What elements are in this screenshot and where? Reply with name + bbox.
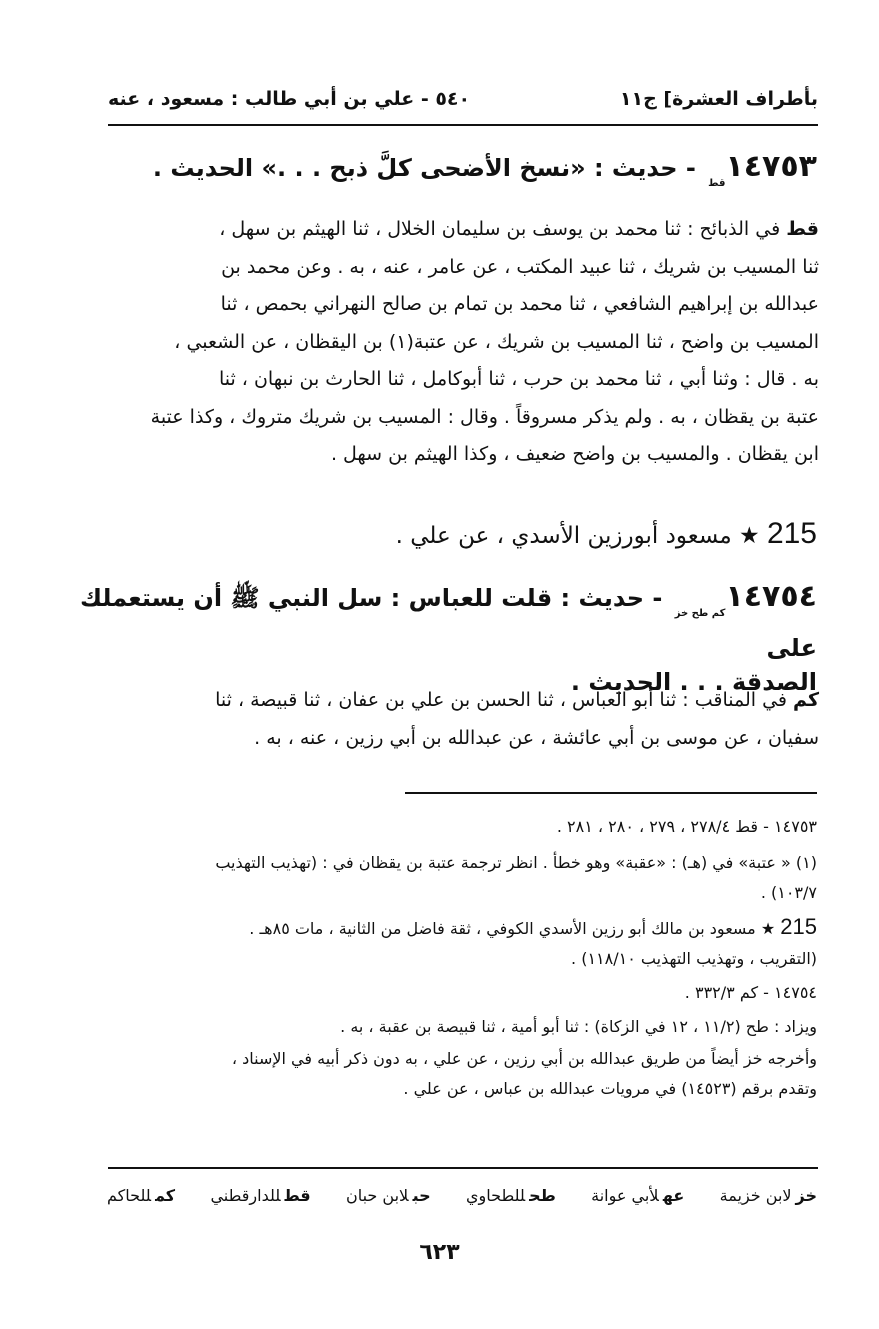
legend-item: طحللطحاوي bbox=[465, 1186, 556, 1205]
hadith-number: ١٤٧٥٤ bbox=[725, 579, 817, 614]
hadith-title: - حديث : قلت للعباس : سل النبي ﷺ أن يستعملك على bbox=[80, 584, 817, 662]
narrator-text: مسعود أبورزين الأسدي ، عن علي . bbox=[395, 523, 732, 549]
hadith-heading-14753 bbox=[57, 150, 817, 201]
body-line: قط في الذبائح : ثنا محمد بن يوسف بن سليمان الخلال ، ثنا الهيثم بن سهل ، bbox=[219, 218, 819, 240]
hadith-title-cont: الصدقة . . . الحديث . bbox=[570, 668, 817, 696]
body-line: ابن يقظان . والمسيب بن واضح ضعيف ، وكذا الهيثم بن سهل . bbox=[330, 443, 819, 465]
source-abbr: كم bbox=[793, 689, 819, 711]
running-header bbox=[108, 86, 818, 120]
legend-item: قطللدارقطني bbox=[210, 1186, 311, 1205]
narrator-number: 215 bbox=[766, 517, 817, 550]
footnote-addition-2-cont: وتقدم برقم (١٤٥٢٣) في مرويات عبدالله بن عباس ، عن علي . bbox=[403, 1079, 817, 1098]
source-abbr: قط bbox=[786, 218, 819, 240]
header-rule bbox=[108, 124, 818, 126]
body-line: سفيان ، عن موسى بن أبي عائشة ، عن عبدالله بن أبي رزين ، عنه ، به . bbox=[254, 726, 819, 749]
narrator-entry-215 bbox=[57, 516, 817, 554]
hadith-number: ١٤٧٥٣ bbox=[725, 149, 817, 184]
star-icon: ★ bbox=[739, 523, 760, 549]
star-icon: ★ bbox=[760, 919, 776, 938]
footnote-addition: ويزاد : طح (١١/٢ ، ١٢ في الزكاة) : ثنا أبو أمية ، ثنا قبيصة بن عقبة ، به . bbox=[340, 1017, 817, 1036]
footnote-14753: ١٤٧٥٣ - قط ٢٧٨/٤ ، ٢٧٩ ، ٢٨٠ ، ٢٨١ . bbox=[556, 817, 817, 836]
hadith-body-14753 bbox=[109, 211, 819, 474]
body-line: ثنا المسيب بن شريك ، ثنا عبيد المكتب ، عن عامر ، عنه ، به . وعن محمد بن bbox=[221, 255, 819, 278]
footnote-separator bbox=[405, 792, 817, 794]
body-line: به . قال : وثنا أبي ، ثنا محمد بن حرب ، ثنا أبوكامل ، ثنا الحارث بن نبهان ، ثنا bbox=[218, 368, 819, 390]
abbreviation-legend bbox=[107, 1186, 817, 1205]
header-book-title: بأطراف العشرة] ج١١ bbox=[619, 88, 818, 110]
footnote-1-cont: ١٠٣/٧) . bbox=[760, 883, 817, 902]
hadith-title: - حديث : «نسخ الأضحى كلَّ ذبح . . .» الحديث . bbox=[152, 154, 696, 182]
legend-item: حبلابن حبان bbox=[345, 1186, 431, 1205]
legend-item: خزلابن خزيمة bbox=[719, 1186, 817, 1205]
footnotes bbox=[107, 812, 817, 1104]
narrator-number: 215 bbox=[780, 914, 817, 939]
footnote-1: (١) « عتبة» في (هـ) : «عقبة» وهو خطأ . انظر ترجمة عتبة بن يقظان في : (تهذيب التهذيب bbox=[215, 853, 817, 872]
hadith-body-14754 bbox=[109, 682, 819, 757]
footnote-14754: ١٤٧٥٤ - كم ٣٣٢/٣ . bbox=[684, 983, 817, 1002]
legend-item: كمللحاكم bbox=[107, 1186, 176, 1205]
footnote-addition-2: وأخرجه خز أيضاً من طريق عبدالله بن أبي رزين ، عن علي ، به دون ذكر أبيه في الإسناد ، bbox=[231, 1049, 817, 1068]
body-line: عبدالله بن إبراهيم الشافعي ، ثنا محمد بن تمام بن صالح النهراني بحمص ، ثنا bbox=[220, 293, 819, 315]
page-number: ٦٢٣ bbox=[419, 1240, 460, 1265]
hadith-source-symbol: قط bbox=[708, 178, 726, 189]
body-line: كم في المناقب : ثنا أبو العباس ، ثنا الحسن بن علي بن عفان ، ثنا قبيصة ، ثنا bbox=[215, 689, 819, 711]
footnote-215-cont: (التقريب ، وتهذيب التهذيب ١١٨/١٠) . bbox=[571, 949, 817, 968]
legend-rule bbox=[108, 1167, 818, 1169]
body-line: المسيب بن واضح ، ثنا المسيب بن شريك ، عن عتبة(١) بن اليقظان ، عن الشعبي ، bbox=[174, 330, 819, 353]
footnote-215: 215 ★ مسعود بن مالك أبو رزين الأسدي الكوفي ، ثقة فاضل من الثانية ، مات ٨٥هـ . bbox=[249, 914, 817, 939]
hadith-source-symbols: كم طح خز bbox=[674, 608, 726, 619]
header-section-title: ٥٤٠ - علي بن أبي طالب : مسعود ، عنه bbox=[108, 88, 471, 110]
body-line: عتبة بن يقظان ، به . ولم يذكر مسروقاً . وقال : المسيب بن شريك متروك ، وكذا عتبة bbox=[150, 405, 819, 428]
legend-item: عهلأبي عوانة bbox=[591, 1186, 685, 1205]
